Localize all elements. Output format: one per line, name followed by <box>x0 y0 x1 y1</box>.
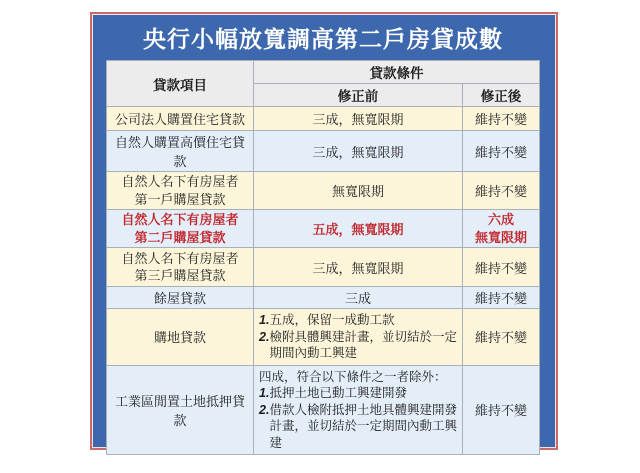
condition-before: 三成，無寬限期 <box>254 131 463 172</box>
loan-item <box>107 248 254 287</box>
loan-item-line: 第三戶購屋貸款 <box>134 268 226 284</box>
condition-after: 維持不變 <box>463 287 540 309</box>
list-text: 抵押土地已動工興建開發 <box>269 386 407 401</box>
header-row-1 <box>107 61 540 84</box>
col-header-before: 修正前 <box>254 84 463 107</box>
loan-item-line: 第一戶購屋貸款 <box>134 191 226 207</box>
condition-list-item <box>259 329 457 362</box>
source-note: 資料來源：中央銀行 <box>107 460 211 473</box>
col-header-item: 貸款項目 <box>107 61 254 107</box>
condition-before: 五成，無寬限期 <box>254 210 463 248</box>
loan-item: 購地貸款 <box>107 309 254 366</box>
condition-after <box>463 210 540 248</box>
page-title: 央行小幅放寬調高第二戶房貸成數 <box>143 26 503 52</box>
loan-item-line: 第二戶購屋貸款 <box>134 229 226 245</box>
condition-after-line: 六成 <box>487 212 514 228</box>
condition-before: 三成，無寬限期 <box>254 107 463 131</box>
loan-table <box>106 60 540 455</box>
table-row <box>107 131 540 172</box>
condition-intro: 四成，符合以下條件之一者除外： <box>259 369 447 384</box>
list-text: 檢附具體興建計畫，並切結於一定期間內動工興建 <box>269 329 457 361</box>
condition-after: 維持不變 <box>463 131 540 172</box>
condition-before: 三成，無寬限期 <box>254 248 463 287</box>
condition-after: 維持不變 <box>463 365 540 455</box>
loan-item: 公司法人購置住宅貸款 <box>107 107 254 131</box>
list-text: 五成，保留一成動工款 <box>269 313 395 328</box>
frame-border <box>90 12 558 473</box>
table-row <box>107 248 540 287</box>
table-row <box>107 365 540 455</box>
frame <box>93 15 555 473</box>
loan-item-line: 自然人名下有房屋者 <box>121 250 239 266</box>
condition-after-line: 無寬限期 <box>474 229 527 245</box>
loan-item-line: 自然人名下有房屋者 <box>121 174 239 189</box>
col-header-after: 修正後 <box>463 84 540 107</box>
infographic <box>90 12 558 473</box>
condition-after: 維持不變 <box>463 248 540 287</box>
list-number: 1. <box>259 313 270 328</box>
footer <box>106 455 540 473</box>
loan-item: 餘屋貸款 <box>107 287 254 309</box>
condition-list-item <box>259 402 457 452</box>
condition-list-item <box>259 312 457 329</box>
condition-after: 維持不變 <box>463 172 540 210</box>
condition-before: 無寬限期 <box>254 172 463 210</box>
list-number: 1. <box>259 386 270 401</box>
col-header-conditions: 貸款條件 <box>254 61 540 84</box>
table-row-highlighted <box>107 210 540 248</box>
condition-list-item <box>259 385 457 402</box>
loan-item-line: 自然人名下有房屋者 <box>121 212 239 228</box>
credit-note: 製表：巫其倫、陳美君 <box>424 460 539 473</box>
loan-item <box>107 210 254 248</box>
table-row <box>107 172 540 210</box>
table-row <box>107 309 540 366</box>
table-row <box>107 287 540 309</box>
condition-before <box>254 309 463 366</box>
table-row <box>107 107 540 131</box>
list-number: 2. <box>259 402 270 417</box>
list-number: 2. <box>259 329 270 344</box>
loan-item: 工業區閒置土地抵押貸款 <box>107 365 254 455</box>
condition-before: 三成 <box>254 287 463 309</box>
loan-item <box>107 172 254 210</box>
list-text: 借款人檢附抵押土地具體興建開發計畫，並切結於一定期間內動工興建 <box>269 402 457 450</box>
condition-after: 維持不變 <box>463 309 540 366</box>
loan-item: 自然人購置高價住宅貸款 <box>107 131 254 172</box>
condition-after: 維持不變 <box>463 107 540 131</box>
condition-before <box>254 365 463 455</box>
